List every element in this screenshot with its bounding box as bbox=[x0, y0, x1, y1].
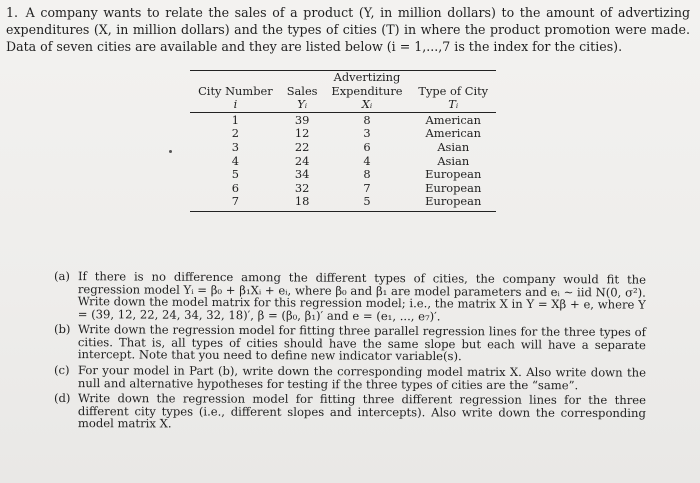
table-row bbox=[190, 155, 496, 169]
table-cell: 24 bbox=[294, 153, 310, 168]
data-table bbox=[190, 70, 496, 212]
table-header-row-mid bbox=[190, 85, 496, 99]
table-cell: 2 bbox=[231, 126, 240, 141]
table-row bbox=[190, 127, 496, 141]
question-parts bbox=[54, 270, 646, 433]
table-cell: American bbox=[425, 112, 481, 127]
table-cell: European bbox=[425, 167, 482, 182]
table-header-row-top bbox=[190, 71, 496, 85]
table-header-cell: Tᵢ bbox=[410, 98, 496, 112]
table-cell: 39 bbox=[294, 112, 310, 127]
table-cell: American bbox=[425, 126, 481, 141]
table-header-cell bbox=[281, 71, 324, 85]
table-cell: 7 bbox=[363, 180, 371, 195]
table-cell: Asian bbox=[437, 139, 470, 154]
table-cell: 3 bbox=[231, 139, 240, 154]
table-header-cell: i bbox=[190, 98, 281, 112]
part-text: Write down the regression model for fitting three different regression lines for the three different city types (i.e., different slopes and intercepts). Also write down the corresponding model matrix X. bbox=[77, 391, 646, 431]
question-part-c bbox=[54, 364, 646, 392]
problem-intro bbox=[6, 4, 690, 55]
table-header-cell: Sales bbox=[286, 83, 318, 98]
table-cell: 12 bbox=[294, 126, 310, 141]
table-cell: 8 bbox=[363, 112, 371, 127]
table-row bbox=[190, 182, 496, 196]
table-header-cell bbox=[410, 71, 496, 85]
table-cell: 6 bbox=[363, 139, 371, 154]
table-cell: 4 bbox=[363, 153, 371, 168]
part-label: (b) bbox=[53, 322, 71, 337]
part-text: Write down the regression model for fitting three parallel regression lines for the three types of cities. That is, all types of cities should have the same slope but each will have a separate intercept. Note that you need to define new indicator variable(s). bbox=[77, 322, 646, 364]
table-cell: 18 bbox=[294, 194, 310, 209]
part-label: (a) bbox=[53, 269, 70, 284]
part-text: For your model in Part (b), write down the corresponding model matrix X. Also write down the null and alternative hypotheses for testing if the three types of cities are the “same”. bbox=[77, 363, 646, 393]
table-cell: 7 bbox=[231, 194, 240, 209]
table-row bbox=[190, 195, 496, 211]
table-header-cell: Type of City bbox=[418, 83, 489, 98]
problem-number: 1. bbox=[6, 5, 19, 20]
table-cell: 3 bbox=[363, 126, 371, 141]
table-cell: Asian bbox=[437, 153, 470, 168]
table-header-cell: City Number bbox=[198, 83, 273, 98]
table-cell: 5 bbox=[231, 167, 240, 182]
table-cell: 1 bbox=[231, 112, 240, 127]
table-cell: 34 bbox=[294, 167, 310, 182]
stray-dot bbox=[169, 150, 172, 153]
table-cell: European bbox=[425, 180, 482, 195]
table-header-cell bbox=[190, 71, 281, 85]
table-header-cell: Xᵢ bbox=[323, 98, 410, 112]
table-row bbox=[190, 168, 496, 182]
part-label: (c) bbox=[53, 363, 70, 378]
data-table-container bbox=[190, 70, 496, 212]
table-header-cell: Yᵢ bbox=[281, 98, 324, 112]
table-cell: 5 bbox=[363, 194, 371, 209]
part-text: If there is no difference among the different types of cities, the company would fit the regression model Yᵢ = β₀ + β₁Xᵢ + eᵢ, where β₀ and β₁ are model parameters and eᵢ ~ iid N(0, σ²). Write down the model matrix for this regression model; i.e., the matrix X in Y = Xβ + e, where Y = (39, 12, 22, 24, 34, 32, 18)′, β = (β₀, β₁)′ and e = (e₁, ..., e₇)′. bbox=[77, 269, 646, 324]
table-header-cell: Advertizing bbox=[333, 70, 401, 84]
table-row bbox=[190, 112, 496, 127]
table-header-row-symbols bbox=[190, 98, 496, 112]
question-part-d bbox=[54, 392, 646, 432]
table-cell: 4 bbox=[231, 153, 240, 168]
table-header-cell: Expenditure bbox=[331, 83, 403, 98]
problem-intro-text: A company wants to relate the sales of a product (Y, in million dollars) to the amount of advertizing expenditures (X, in million dollars) and the types of cities (T) in where the product promotion were made. Data of seven cities are available and they are listed below (i = 1,...,7 is the index for the cities). bbox=[6, 5, 691, 54]
table-row bbox=[190, 141, 496, 155]
table-cell: European bbox=[425, 194, 482, 209]
part-label: (d) bbox=[53, 391, 71, 406]
question-part-b bbox=[54, 323, 646, 364]
question-part-a bbox=[54, 270, 646, 324]
table-cell: 22 bbox=[294, 139, 310, 154]
table-cell: 6 bbox=[231, 180, 240, 195]
table-cell: 8 bbox=[363, 167, 371, 182]
table-cell: 32 bbox=[294, 180, 310, 195]
